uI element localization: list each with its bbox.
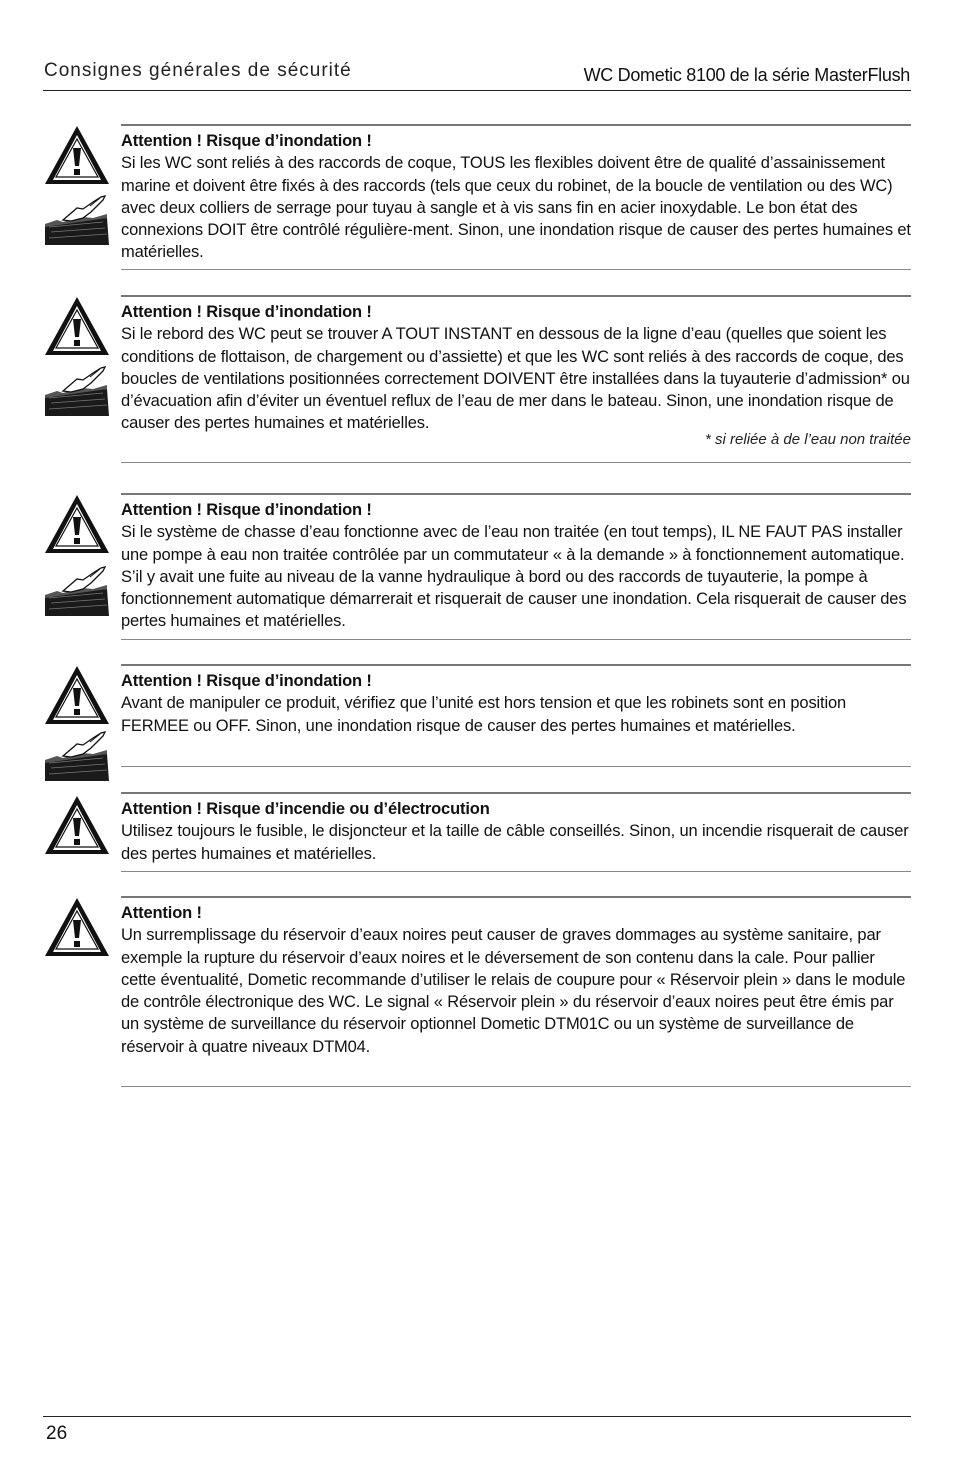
flood-warning-notice <box>43 664 911 774</box>
notice-text <box>121 798 911 865</box>
notice-text <box>121 301 911 435</box>
warning-triangle-icon <box>43 493 111 555</box>
flood-warning-notice <box>43 295 911 470</box>
notice-text <box>121 130 911 264</box>
flooding-hand-icon <box>43 565 111 617</box>
page-number: 26 <box>46 1423 68 1444</box>
notice-body: Si le rebord des WC peut se trouver A TOUT INSTANT en dessous de la ligne d’eau (quelles que soient les conditions de flottaison, de chargement ou d’assiette) et que les WC sont reliés à des raccords de coque, des boucles de ventilations positionnées correctement DOIVENT être installées dans la tuyauterie d’admission* ou d’évacuation afin d’éviter un éventuel reflux de l’eau de mer dans le bateau. Sinon, une inondation risque de causer des pertes humaines et matérielles. <box>121 325 910 433</box>
notice-title: Attention ! Risque d’inondation ! <box>121 672 372 690</box>
notice-top-rule <box>121 295 911 297</box>
warning-triangle-icon <box>43 664 111 726</box>
notice-text <box>121 902 911 1058</box>
notice-title: Attention ! Risque d’incendie ou d’électrocution <box>121 800 490 818</box>
notice-bottom-rule <box>121 269 911 270</box>
notice-body: Avant de manipuler ce produit, vérifiez que l’unité est hors tension et que les robinets sont en position FERMEE ou OFF. Sinon, une inondation risque de causer des pertes humaines et matérielles. <box>121 694 847 735</box>
footer-divider <box>43 1416 911 1417</box>
notice-body: Si le système de chasse d’eau fonctionne avec de l’eau non traitée (en tout temps), IL NE FAUT PAS installer une pompe à eau non traitée contrôlée par un commutateur « à la demande » à fonctionnement automatique. S’il y avait une fuite au niveau de la vanne hydraulique à bord ou des raccords de tuyauterie, la pompe à fonctionnement automatique démarrerait et risquerait de causer une inondation. Cela risquerait de causer des pertes humaines et matérielles. <box>121 523 907 631</box>
notice-top-rule <box>121 896 911 898</box>
flooding-hand-icon <box>43 194 111 246</box>
notice-body: Utilisez toujours le fusible, le disjoncteur et la taille de câble conseillés. Sinon, un incendie risquerait de causer des pertes humaines et matérielles. <box>121 822 909 863</box>
notice-top-rule <box>121 124 911 126</box>
product-title: WC Dometic 8100 de la série MasterFlush <box>583 65 910 85</box>
warning-triangle-icon <box>43 295 111 357</box>
notice-body: Un surremplissage du réservoir d’eaux noires peut causer de graves dommages au système sanitaire, par exemple la rupture du réservoir d’eaux noires et le déversement de son contenu dans la cale. Pour pallier cette éventualité, Dometic recommande d’utiliser le relais de coupure pour « Réservoir plein » dans le module de contrôle électronique des WC. Le signal « Réservoir plein » du réservoir d’eaux noires peut être émis par un système de surveillance du réservoir optionnel Dometic DTM01C ou un système de surveillance de réservoir à quatre niveaux DTM04. <box>121 926 906 1056</box>
notice-bottom-rule <box>121 766 911 767</box>
notice-bottom-rule <box>121 462 911 463</box>
tank-overfill-warning-notice <box>43 896 911 1091</box>
notice-footnote: * si reliée à de l’eau non traitée <box>705 431 911 448</box>
warning-triangle-icon <box>43 896 111 958</box>
notice-body: Si les WC sont reliés à des raccords de coque, TOUS les flexibles doivent être de qualité d’assainissement marine et doivent être fixés à des raccords (tels que ceux du robinet, de la boucle de ventilation ou des WC) avec deux colliers de serrage pour tuyau à sangle et à vis sans fin en acier inoxydable. Le bon état des connexions DOIT être contrôlé régulière-ment. Sinon, une inondation risque de causer des pertes humaines et matérielles. <box>121 154 911 262</box>
notice-bottom-rule <box>121 1086 911 1087</box>
notice-top-rule <box>121 792 911 794</box>
notice-title: Attention ! Risque d’inondation ! <box>121 501 372 519</box>
flood-warning-notice <box>43 493 911 643</box>
fire-shock-warning-notice <box>43 792 911 877</box>
flooding-hand-icon <box>43 365 111 417</box>
notice-bottom-rule <box>121 639 911 640</box>
notice-text <box>121 499 911 633</box>
header-divider <box>43 90 911 91</box>
notice-top-rule <box>121 664 911 666</box>
notice-title: Attention ! Risque d’inondation ! <box>121 132 372 150</box>
notice-bottom-rule <box>121 871 911 872</box>
section-title: Consignes générales de sécurité <box>44 60 352 81</box>
warning-triangle-icon <box>43 124 111 186</box>
warning-triangle-icon <box>43 794 111 856</box>
notice-top-rule <box>121 493 911 495</box>
notice-text <box>121 670 911 737</box>
notice-title: Attention ! Risque d’inondation ! <box>121 303 372 321</box>
flooding-hand-icon <box>43 730 111 782</box>
flood-warning-notice <box>43 124 911 274</box>
notice-title: Attention ! <box>121 904 202 922</box>
